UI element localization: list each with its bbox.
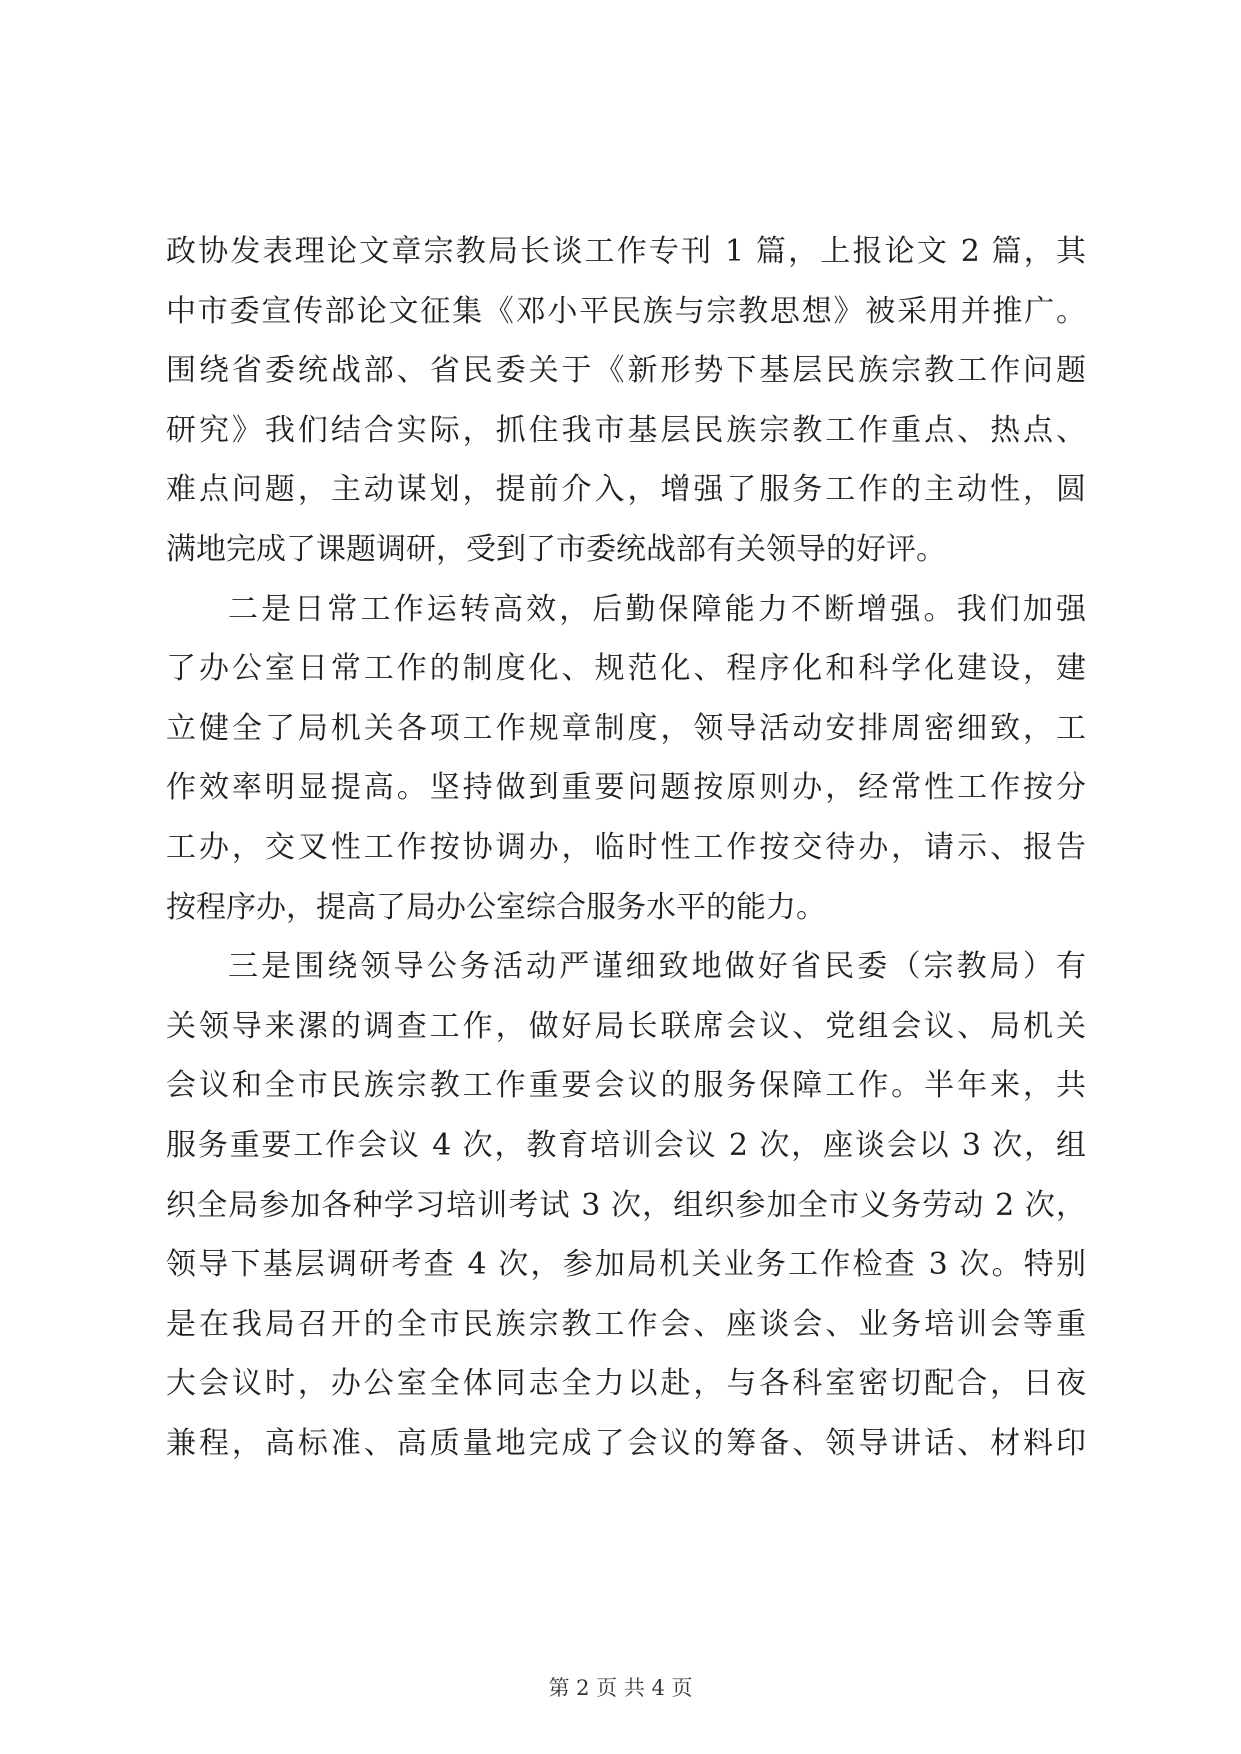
text-line: 作效率明显提高。坚持做到重要问题按原则办，经常性工作按分 [166,770,1086,806]
text-line: 领导下基层调研考查 4 次，参加局机关业务工作检查 3 次。特别 [166,1247,1086,1283]
page-footer [0,1672,1241,1702]
text-line: 服务重要工作会议 4 次，教育培训会议 2 次，座谈会以 3 次，组 [166,1127,1086,1163]
text-line: 围绕省委统战部、省民委关于《新形势下基层民族宗教工作问题 [166,353,1086,389]
text-line: 会议和全市民族宗教工作重要会议的服务保障工作。半年来，共 [166,1068,1086,1104]
text-line: 了办公室日常工作的制度化、规范化、程序化和科学化建设，建 [166,651,1086,687]
text-line: 立健全了局机关各项工作规章制度，领导活动安排周密细致，工 [166,710,1086,746]
document-body [166,222,1086,1473]
text-line: 是在我局召开的全市民族宗教工作会、座谈会、业务培训会等重 [166,1306,1086,1342]
text-line: 大会议时，办公室全体同志全力以赴，与各科室密切配合，日夜 [166,1366,1086,1402]
text-line: 关领导来漯的调查工作，做好局长联席会议、党组会议、局机关 [166,1008,1086,1044]
text-line: 二是日常工作运转高效，后勤保障能力不断增强。我们加强 [228,591,1086,627]
text-line: 织全局参加各种学习培训考试 3 次，组织参加全市义务劳动 2 次， [166,1187,1086,1223]
text-line: 三是围绕领导公务活动严谨细致地做好省民委（宗教局）有 [228,949,1086,985]
text-line: 政协发表理论文章宗教局长谈工作专刊 1 篇，上报论文 2 篇，其 [166,234,1086,269]
text-line: 兼程，高标准、高质量地完成了会议的筹备、领导讲话、材料印 [166,1425,1086,1461]
text-line: 中市委宣传部论文征集《邓小平民族与宗教思想》被采用并推广。 [166,293,1086,329]
text-line: 按程序办，提高了局办公室综合服务水平的能力。 [166,889,826,925]
page-number-label: 第 2 页 共 4 页 [548,1676,693,1700]
text-line: 满地完成了课题调研，受到了市委统战部有关领导的好评。 [166,531,946,567]
text-line: 工办，交叉性工作按协调办，临时性工作按交待办，请示、报告 [166,829,1086,865]
text-line: 难点问题，主动谋划，提前介入，增强了服务工作的主动性，圆 [166,472,1086,508]
text-line: 研究》我们结合实际，抓住我市基层民族宗教工作重点、热点、 [166,412,1086,448]
